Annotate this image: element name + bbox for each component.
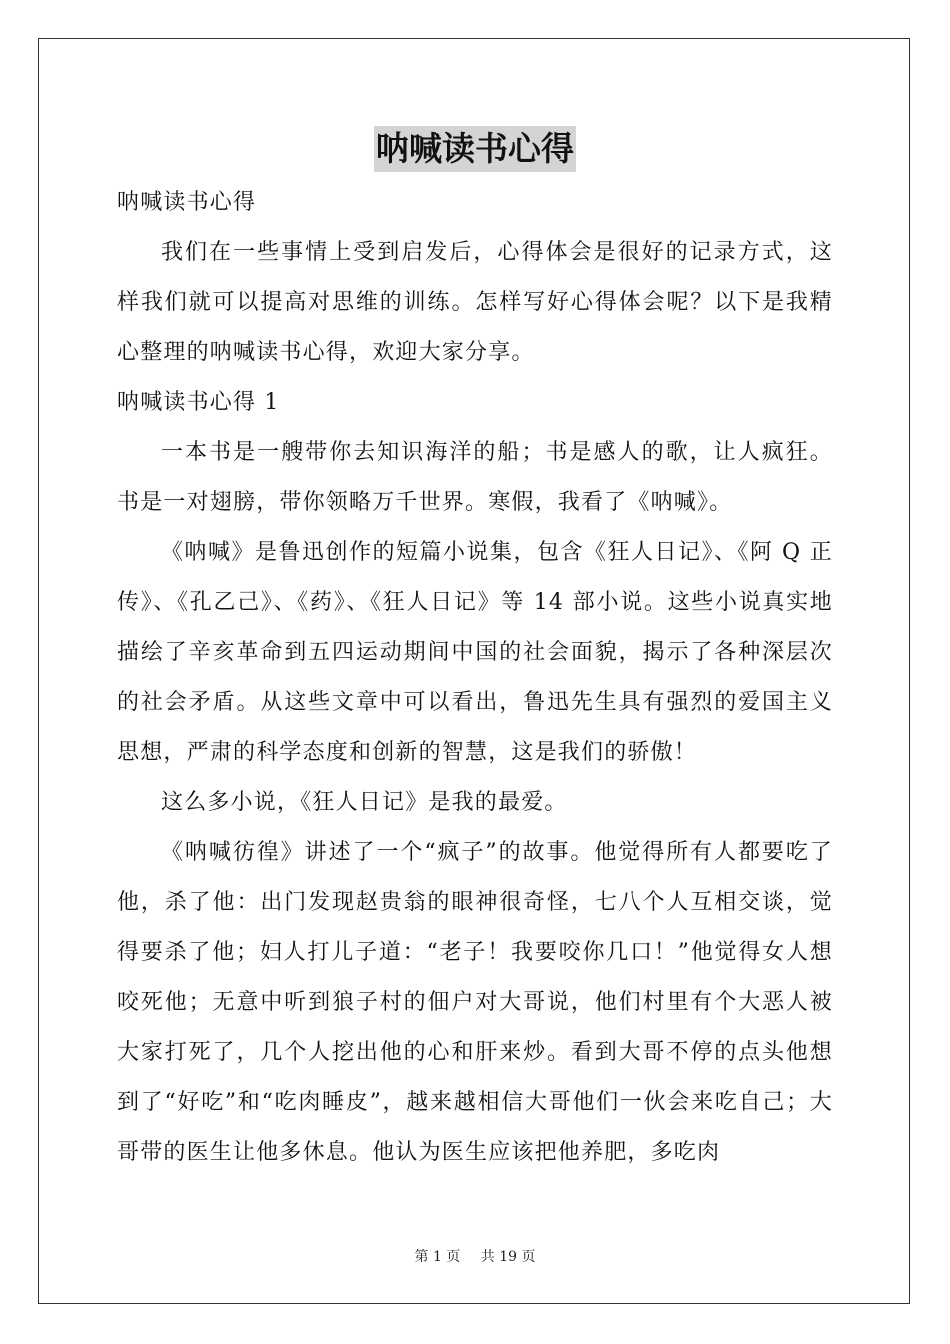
paragraph: 我们在一些事情上受到启发后，心得体会是很好的记录方式，这样我们就可以提高对思维的训练。怎样写好心得体会呢？以下是我精心整理的呐喊读书心得，欢迎大家分享。 (117, 240, 833, 365)
page-number: 第 1 页 (414, 1249, 461, 1265)
paragraph: 呐喊读书心得 (117, 190, 257, 215)
page-footer (0, 1246, 950, 1266)
title-area (0, 126, 950, 172)
document-body (117, 178, 833, 1178)
paragraph: 《呐喊彷徨》讲述了一个“疯子”的故事。他觉得所有人都要吃了他，杀了他：出门发现赵贵翁的眼神很奇怪，七八个人互相交谈，觉得要杀了他；妇人打儿子道：“老子！我要咬你几口！”他觉得女人想咬死他；无意中听到狼子村的佃户对大哥说，他们村里有个大恶人被大家打死了，几个人挖出他的心和肝来炒。看到大哥不停的点头他想到了“好吃”和“吃肉睡皮”，越来越相信大哥他们一伙会来吃自己；大哥带的医生让他多休息。他认为医生应该把他养肥，多吃肉 (117, 840, 833, 1165)
paragraph: 《呐喊》是鲁迅创作的短篇小说集，包含《狂人日记》、《阿 Q 正传》、《孔乙己》、《药》、《狂人日记》等 14 部小说。这些小说真实地描绘了辛亥革命到五四运动期间中国的社会面貌，揭示了各种深层次的社会矛盾。从这些文章中可以看出，鲁迅先生具有强烈的爱国主义思想，严肃的科学态度和创新的智慧，这是我们的骄傲！ (117, 540, 833, 765)
document-title: 呐喊读书心得 (374, 126, 576, 172)
page-total: 共 19 页 (480, 1249, 536, 1265)
paragraph: 这么多小说，《狂人日记》是我的最爱。 (161, 790, 568, 815)
paragraph: 呐喊读书心得 1 (117, 390, 280, 415)
paragraph: 一本书是一艘带你去知识海洋的船；书是感人的歌，让人疯狂。书是一对翅膀，带你领略万千世界。寒假，我看了《呐喊》。 (117, 440, 833, 515)
